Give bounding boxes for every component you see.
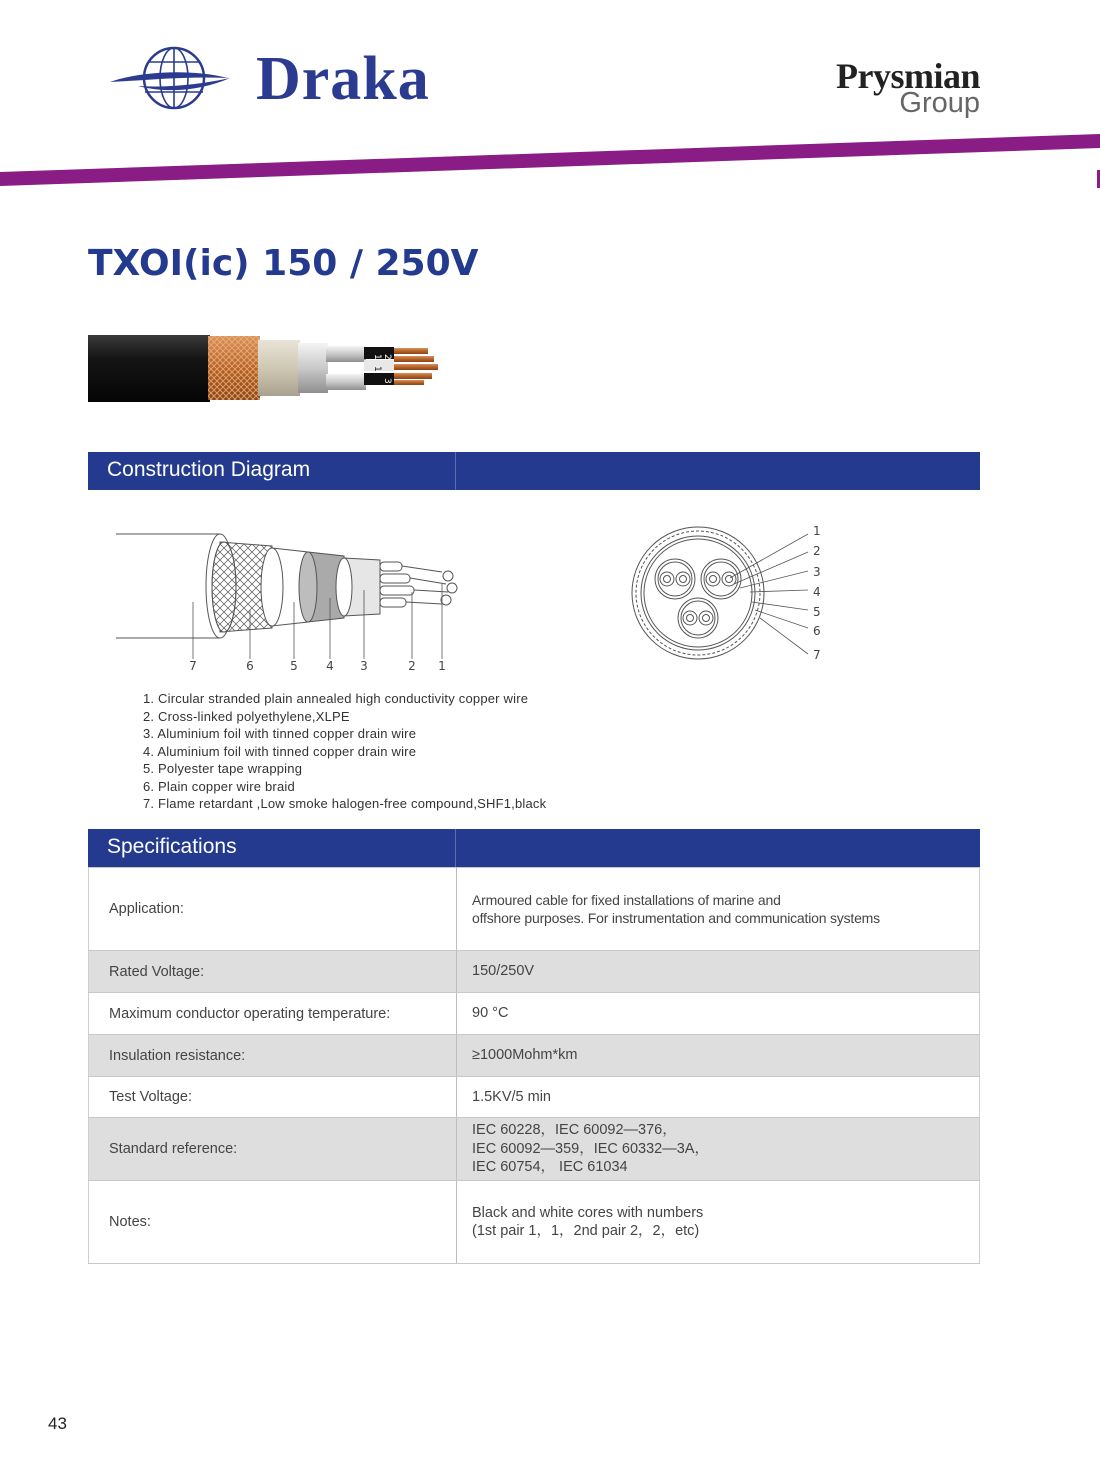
draka-logo xyxy=(108,40,448,120)
cross-label-4: 4 xyxy=(813,585,821,599)
side-label-3: 3 xyxy=(360,659,368,673)
construction-item: 7. Flame retardant ,Low smoke halogen-free compound,SHF1,black xyxy=(143,796,547,811)
spec-value xyxy=(457,1077,980,1118)
construction-diagram-header xyxy=(88,452,980,490)
construction-diagram-heading: Construction Diagram xyxy=(107,458,311,481)
cross-label-2: 2 xyxy=(813,544,821,558)
spec-label: Test Voltage: xyxy=(89,1077,457,1118)
core-number-1a: 1 xyxy=(372,354,382,360)
spec-label: Rated Voltage: xyxy=(89,951,457,993)
core-number-2: 2 xyxy=(382,354,392,360)
cable-photo xyxy=(88,330,468,406)
spec-value-line: 150/250V xyxy=(472,963,535,980)
spec-value-line: Armoured cable for fixed installations of marine and xyxy=(472,891,781,908)
spec-label: Maximum conductor operating temperature: xyxy=(89,993,457,1035)
cross-label-5: 5 xyxy=(813,605,821,619)
page-number: 43 xyxy=(48,1414,67,1433)
spec-row-application xyxy=(89,868,980,951)
construction-item: 5. Polyester tape wrapping xyxy=(143,761,303,776)
cable-cross-section-diagram xyxy=(628,520,828,665)
spec-value-line: IEC 60754， IEC 61034 xyxy=(472,1159,628,1176)
spec-value xyxy=(457,868,980,951)
cable-side-diagram xyxy=(112,524,472,676)
construction-item: 6. Plain copper wire braid xyxy=(143,778,295,794)
spec-row-insulation-resistance xyxy=(89,1035,980,1077)
core-number-1b: 1 xyxy=(372,366,382,372)
spec-value-line: (1st pair 1，1，2nd pair 2，2，etc) xyxy=(472,1223,700,1239)
prysmian-wordmark: Prysmian xyxy=(836,56,980,96)
side-label-1: 1 xyxy=(438,659,446,673)
prysmian-logo xyxy=(820,58,980,128)
globe-icon xyxy=(108,42,233,118)
spec-label: Notes: xyxy=(89,1181,457,1264)
side-label-6: 6 xyxy=(246,659,254,673)
spec-row-standard-reference xyxy=(89,1118,980,1181)
spec-value-line: IEC 60228，IEC 60092—376， xyxy=(472,1122,677,1139)
spec-label: Application: xyxy=(89,868,457,951)
spec-value-line: Black and white cores with numbers xyxy=(472,1204,704,1221)
spec-value xyxy=(457,1118,980,1181)
cross-label-7: 7 xyxy=(813,648,821,662)
construction-list xyxy=(143,690,546,813)
side-label-5: 5 xyxy=(290,659,298,673)
construction-item: 3. Aluminium foil with tinned copper drain wire xyxy=(143,726,417,741)
specifications-header xyxy=(88,829,980,867)
spec-value-line: offshore purposes. For instrumentation and communication systems xyxy=(472,910,880,926)
core-number-3: 3 xyxy=(382,378,392,384)
spec-row-notes xyxy=(89,1181,980,1264)
spec-row-test-voltage xyxy=(89,1077,980,1118)
cross-label-1: 1 xyxy=(813,524,821,538)
draka-wordmark: Draka xyxy=(256,45,430,113)
spec-label: Standard reference: xyxy=(89,1118,457,1181)
spec-value xyxy=(457,1181,980,1264)
spec-row-rated-voltage xyxy=(89,951,980,993)
side-label-7: 7 xyxy=(189,659,197,673)
construction-item: 2. Cross-linked polyethylene,XLPE xyxy=(143,708,350,724)
side-label-4: 4 xyxy=(326,659,334,673)
spec-value-line: IEC 60092—359，IEC 60332—3A， xyxy=(472,1140,709,1157)
spec-value-line: 90 °C xyxy=(472,1005,509,1022)
page-title: TXOI(ic) 150 / 250V xyxy=(88,243,479,284)
spec-value xyxy=(457,1035,980,1077)
spec-value-line: 1.5KV/5 min xyxy=(472,1088,551,1105)
group-wordmark: Group xyxy=(899,87,980,119)
spec-value xyxy=(457,951,980,993)
construction-item: 4. Aluminium foil with tinned copper drain wire xyxy=(143,743,417,759)
cross-label-6: 6 xyxy=(813,624,821,638)
spec-value-line: ≥1000Mohm*km xyxy=(472,1047,578,1064)
side-label-2: 2 xyxy=(408,659,416,673)
construction-item: 1. Circular stranded plain annealed high conductivity copper wire xyxy=(143,691,529,706)
spec-value xyxy=(457,993,980,1035)
spec-row-max-temperature xyxy=(89,993,980,1035)
cross-label-3: 3 xyxy=(813,565,821,579)
specifications-table xyxy=(88,867,980,1264)
specifications-heading: Specifications xyxy=(107,835,237,858)
spec-label: Insulation resistance: xyxy=(89,1035,457,1077)
